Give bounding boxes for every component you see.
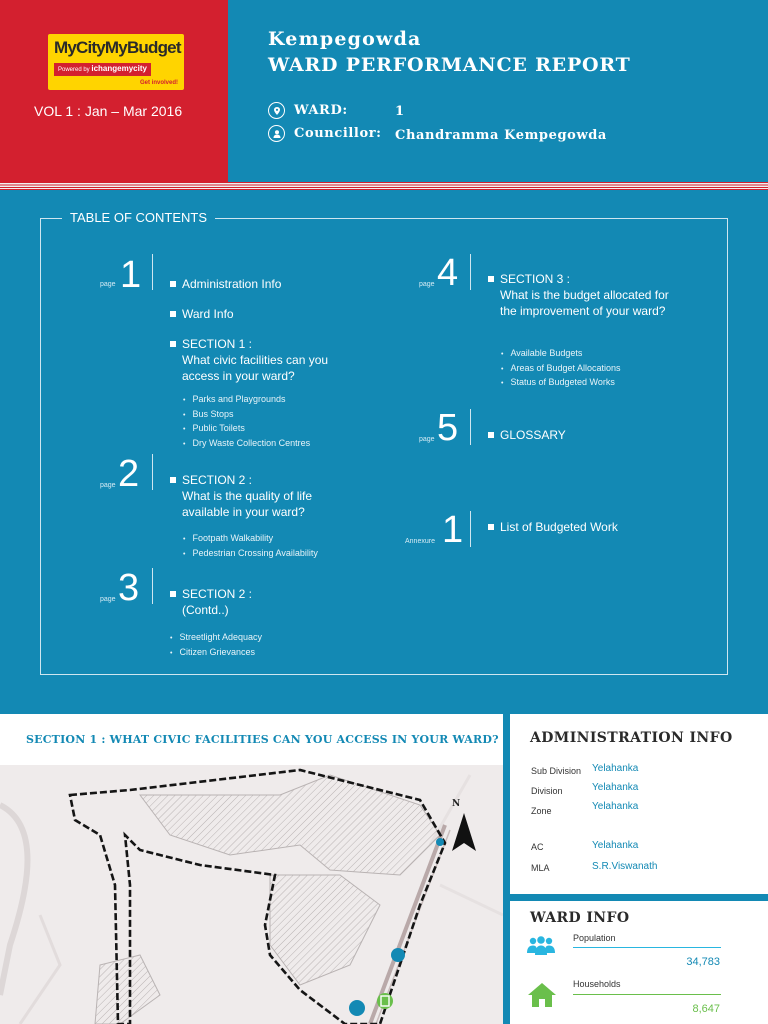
toc-entry-section-1[interactable] (170, 336, 340, 384)
logo-brand-text: ichangemycity (91, 64, 147, 73)
toc-bullet-list (183, 532, 318, 561)
toc-entry-question: What is the budget allocated for the improvement of your ward? (500, 288, 669, 318)
toc-entry-section-3[interactable] (488, 271, 673, 319)
toc-bullet: • Citizen Grievances (170, 646, 262, 661)
toc-page-word: page (100, 482, 116, 489)
toc-bullet: • Bus Stops (183, 408, 310, 423)
toc-page-word: page (419, 436, 435, 443)
households-house-icon (527, 982, 557, 1008)
toc-entry-glossary[interactable] (488, 427, 566, 443)
toc-bullet: • Footpath Walkability (183, 532, 318, 547)
bullet-square-icon (488, 524, 494, 530)
admin-label-ac: AC (531, 842, 544, 852)
toc-entry-section-2[interactable] (170, 472, 340, 520)
toc-bullet: • Dry Waste Collection Centres (183, 437, 310, 452)
toc-page-number: 2 (118, 453, 140, 495)
households-label: Households (573, 979, 621, 989)
logo-powered-by (54, 63, 151, 76)
logo-powered-text: Powered by (58, 67, 90, 73)
toc-bullet: • Areas of Budget Allocations (501, 362, 621, 377)
toc-divider (470, 409, 471, 445)
toc-title: TABLE OF CONTENTS (62, 210, 215, 225)
admin-label-sub-division: Sub Division (531, 766, 582, 776)
north-label: N (452, 799, 461, 809)
toc-entry-title: SECTION 2 : (182, 587, 253, 601)
admin-label-division: Division (531, 786, 563, 796)
toc-bullet-list (170, 631, 262, 660)
bullet-square-icon (170, 341, 176, 347)
toc-bullet-list (183, 393, 310, 451)
toc-bullet-list (501, 347, 621, 391)
admin-label-zone: Zone (531, 806, 552, 816)
councillor-row (268, 125, 382, 142)
header-divider-stripes (0, 182, 768, 190)
admin-value-sub-division: Yelahanka (592, 763, 639, 774)
toc-bullet: • Available Budgets (501, 347, 621, 362)
toc-entry-title: SECTION 2 : (182, 473, 253, 487)
toc-page-word: page (100, 281, 116, 288)
administration-info-title: ADMINISTRATION INFO (530, 730, 733, 746)
toc-entry-title: SECTION 1 : (182, 337, 253, 351)
toc-entry-title: Administration Info (182, 277, 282, 291)
bullet-square-icon (170, 281, 176, 287)
population-label: Population (573, 933, 616, 943)
toc-divider (152, 568, 153, 604)
ward-map[interactable] (0, 765, 503, 1024)
ward-name-title: Kempegowda (268, 28, 422, 50)
population-rule (573, 947, 721, 948)
bullet-square-icon (488, 276, 494, 282)
toc-entry-title: List of Budgeted Work (500, 520, 618, 534)
toc-divider (470, 254, 471, 290)
toc-page-word: page (100, 596, 116, 603)
councillor-label: Councillor: (294, 126, 382, 141)
toc-entry-section-2-contd[interactable] (170, 586, 340, 618)
section-1-title: SECTION 1 : WHAT CIVIC FACILITIES CAN YOU ACCESS IN YOUR WARD? (26, 733, 499, 746)
toc-divider (470, 511, 471, 547)
toc-page-word: page (419, 281, 435, 288)
toc-bullet: • Pedestrian Crossing Availability (183, 547, 318, 562)
ward-info-title: WARD INFO (530, 910, 630, 926)
admin-value-zone: Yelahanka (592, 801, 639, 812)
councillor-value: Chandramma Kempegowda (395, 128, 607, 143)
logo-tagline: Get involved! (139, 80, 178, 86)
bullet-square-icon (488, 432, 494, 438)
households-rule (573, 994, 721, 995)
toc-bullet: • Status of Budgeted Works (501, 376, 621, 391)
toc-bullet: • Public Toilets (183, 422, 310, 437)
toc-bullet: • Parks and Playgrounds (183, 393, 310, 408)
toc-annexure-word: Annexure (405, 538, 435, 545)
toc-divider (152, 454, 153, 490)
households-value: 8,647 (692, 1003, 720, 1015)
location-pin-icon (268, 102, 285, 119)
toc-entry-ward-info[interactable] (170, 306, 234, 322)
volume-label: VOL 1 : Jan – Mar 2016 (34, 103, 183, 119)
toc-bullet: • Streetlight Adequacy (170, 631, 262, 646)
toc-page-number: 1 (120, 254, 142, 296)
toc-entry-title: SECTION 3 : (500, 272, 571, 286)
bullet-square-icon (170, 591, 176, 597)
logo-text: MyCityMyBudget (54, 38, 181, 57)
toc-entry-question: What civic facilities can you access in your ward? (182, 353, 329, 383)
ward-value: 1 (395, 104, 405, 119)
toc-divider (152, 254, 153, 290)
population-people-icon (527, 936, 555, 956)
toc-entry-administration-info[interactable] (170, 276, 281, 292)
toc-page-number: 3 (118, 567, 140, 609)
report-title: WARD PERFORMANCE REPORT (268, 54, 631, 76)
toc-page-number: 5 (437, 407, 459, 449)
admin-value-ac: Yelahanka (592, 840, 639, 851)
toc-entry-question: (Contd..) (182, 603, 229, 617)
admin-value-division: Yelahanka (592, 782, 639, 793)
ward-label: WARD: (294, 103, 348, 118)
brand-panel (0, 0, 228, 182)
north-arrow-icon (452, 813, 476, 851)
ward-row (268, 102, 348, 119)
toc-annexure-number: 1 (442, 509, 464, 551)
person-icon (268, 125, 285, 142)
admin-label-mla: MLA (531, 863, 550, 873)
admin-value-mla: S.R.Viswanath (592, 861, 658, 872)
toc-entry-budgeted-work[interactable] (488, 519, 618, 535)
toc-entry-question: What is the quality of life available in your ward? (182, 489, 313, 519)
bullet-square-icon (170, 311, 176, 317)
population-value: 34,783 (686, 956, 720, 968)
toc-entry-title: GLOSSARY (500, 428, 566, 442)
ward-map-graphic (0, 765, 503, 1024)
toc-page-number: 4 (437, 252, 459, 294)
mycitymybudget-logo (48, 34, 184, 90)
toc-entry-title: Ward Info (182, 307, 234, 321)
bullet-square-icon (170, 477, 176, 483)
